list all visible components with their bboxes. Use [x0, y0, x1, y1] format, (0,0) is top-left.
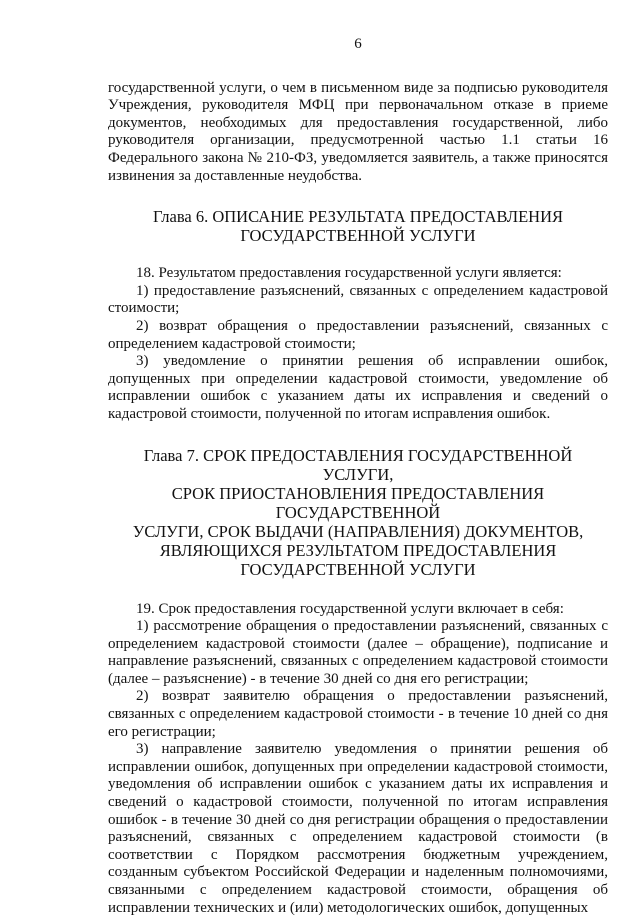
- chapter-7-heading-line-5: ГОСУДАРСТВЕННОЙ УСЛУГИ: [240, 559, 476, 579]
- chapter-7-paragraph: 3) направление заявителю уведомления о принятии решения об исправлении ошибок, допущенных при определении кадастровой стоимости, уведомления об исправлении ошибок с указанием даты их исправления и сведений о кадастровой стоимости, полученной по итогам исправления ошибок - в течение 30 дней со дня регистрации обращения о предоставлении разъяснений, связанных с определением кадастровой стоимости (в соответствии с Порядком рассмотрения бюджетным учреждением, созданным субъектом Российской Федерации и наделенным полномочиями, связанными с определением кадастровой стоимости, обращения об исправлении технических и (или) методологических ошибок, допущенных: [108, 741, 608, 916]
- chapter-7-paragraph: 19. Срок предоставления государственной услуги включает в себя:: [136, 600, 564, 617]
- page-number: 6: [354, 36, 362, 52]
- chapter-7-heading-line-1: Глава 7. СРОК ПРЕДОСТАВЛЕНИЯ ГОСУДАРСТВЕННОЙ УСЛУГИ,: [143, 445, 573, 484]
- chapter-6-heading-line-2: ГОСУДАРСТВЕННОЙ УСЛУГИ: [240, 226, 476, 246]
- chapter-7-heading-line-2: СРОК ПРИОСТАНОВЛЕНИЯ ПРЕДОСТАВЛЕНИЯ ГОСУДАРСТВЕННОЙ: [171, 483, 545, 522]
- chapter-6-heading: [108, 207, 608, 245]
- chapter-7-heading: [108, 446, 608, 579]
- chapter-6-paragraph: 3) уведомление о принятии решения об исправлении ошибок, допущенных при определении кадастровой стоимости, уведомление об исправлении ошибок с указанием даты их исправления и сведений о кадастровой стоимости, полученной по итогам исправления ошибок.: [108, 353, 608, 422]
- chapter-7-paragraph: 1) рассмотрение обращения о предоставлении разъяснений, связанных с определением кадастровой стоимости (далее – обращение), подписание и направление разъяснений, связанных с определением кадастровой стоимости (далее – разъяснение) - в течение 30 дней со дня его регистрации;: [108, 618, 608, 687]
- chapter-7-heading-line-4: ЯВЛЯЮЩИХСЯ РЕЗУЛЬТАТОМ ПРЕДОСТАВЛЕНИЯ: [159, 540, 557, 560]
- chapter-6-heading-line-1: Глава 6. ОПИСАНИЕ РЕЗУЛЬТАТА ПРЕДОСТАВЛЕНИЯ: [152, 207, 564, 227]
- chapter-7-heading-line-3: УСЛУГИ, СРОК ВЫДАЧИ (НАПРАВЛЕНИЯ) ДОКУМЕНТОВ,: [132, 521, 584, 541]
- chapter-6-paragraph: 2) возврат обращения о предоставлении разъяснений, связанных с определением кадастровой стоимости;: [108, 317, 608, 352]
- intro-paragraph: государственной услуги, о чем в письменном виде за подписью руководителя Учреждения, руководителя МФЦ при первоначальном отказе в приеме документов, необходимых для предоставления государственной, либо руководителя организации, предусмотренной частью 1.1 статьи 16 Федерального закона № 210-ФЗ, уведомляется заявитель, а также приносятся извинения за доставленные неудобства.: [108, 79, 608, 184]
- chapter-6-paragraph: 18. Результатом предоставления государственной услуги является:: [136, 265, 562, 282]
- chapter-7-paragraph: 2) возврат заявителю обращения о предоставлении разъяснений, связанных с определением кадастровой стоимости - в течение 10 дней со дня его регистрации;: [108, 688, 608, 740]
- chapter-6-paragraph: 1) предоставление разъяснений, связанных с определением кадастровой стоимости;: [108, 282, 608, 317]
